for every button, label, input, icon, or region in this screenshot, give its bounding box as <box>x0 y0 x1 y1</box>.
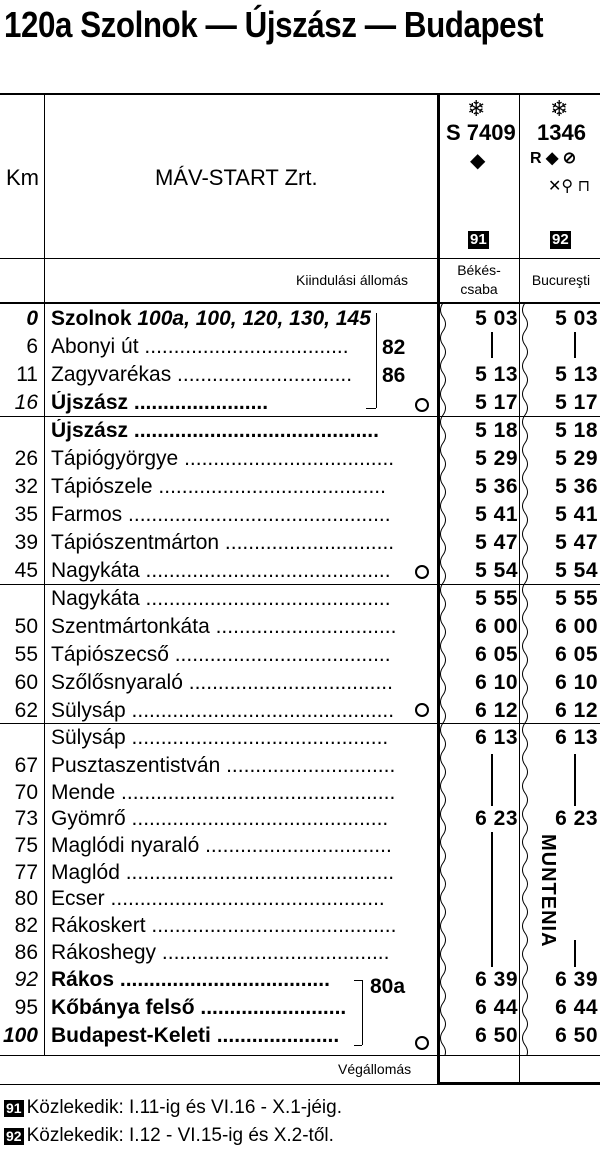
station-name: Sülysáp ............................................. <box>51 699 395 722</box>
departure-time: 6 39 <box>555 968 598 991</box>
departure-time: 6 00 <box>555 615 598 638</box>
station-name: Szolnok 100a, 100, 120, 130, 145 <box>51 307 371 330</box>
departure-time: 6 12 <box>555 699 598 722</box>
departure-time: 6 50 <box>475 1024 518 1047</box>
km-value: 100 <box>2 1024 38 1047</box>
departure-time: 6 00 <box>475 615 518 638</box>
km-value: 70 <box>14 781 38 804</box>
departure-time: 5 54 <box>555 559 598 582</box>
departure-time: 6 23 <box>555 807 598 830</box>
departure-time: 6 05 <box>555 643 598 666</box>
table-top-border <box>0 93 600 95</box>
connection-bracket-top <box>354 980 362 981</box>
km-value: 39 <box>14 531 38 554</box>
departure-time: 6 13 <box>475 726 518 749</box>
section-divider-3 <box>0 723 600 724</box>
train-number-2: 1346 <box>537 120 586 145</box>
train-run-line <box>574 940 576 967</box>
station-name: Gyömrő ............................................ <box>51 807 389 830</box>
departure-time: 5 47 <box>475 531 518 554</box>
km-header: Km <box>6 165 39 190</box>
connection-ref: 80a <box>370 975 406 998</box>
km-value: 92 <box>14 968 38 991</box>
station-name: Újszász ....................... <box>51 391 269 414</box>
page-title: 120a Szolnok — Újszász — Budapest <box>4 4 544 45</box>
km-value: 82 <box>14 914 38 937</box>
departure-time: 5 13 <box>555 363 598 386</box>
note-box-92: 92 <box>552 231 569 248</box>
km-value: 80 <box>14 887 38 910</box>
km-value: 45 <box>14 559 38 582</box>
km-value: 6 <box>26 335 38 358</box>
km-column-border <box>44 93 45 1055</box>
departure-time: 5 55 <box>475 587 518 610</box>
connection-ref: 86 <box>382 364 406 387</box>
train-run-line <box>574 332 576 358</box>
km-value: 95 <box>14 996 38 1019</box>
departure-time: 5 47 <box>555 531 598 554</box>
departure-time: 5 41 <box>555 503 598 526</box>
departure-time: 6 13 <box>555 726 598 749</box>
body-top-border <box>0 302 600 304</box>
km-value: 67 <box>14 754 38 777</box>
restaurant-icon: ✕⚲ ⊓ <box>548 178 591 195</box>
station-name: Szentmártonkáta ............................... <box>51 615 397 638</box>
departure-time: 6 12 <box>475 699 518 722</box>
km-value: 50 <box>14 615 38 638</box>
departure-time: 5 36 <box>555 475 598 498</box>
departure-time: 6 23 <box>475 807 518 830</box>
departure-time: 5 29 <box>555 447 598 470</box>
station-name: Szőlősnyaraló ................................... <box>51 671 393 694</box>
departure-time: 6 05 <box>475 643 518 666</box>
departure-time: 5 18 <box>555 419 598 442</box>
train-number-1: S 7409 <box>446 120 516 145</box>
departure-time: 6 10 <box>555 671 598 694</box>
station-name: Sülysáp ............................................ <box>51 726 389 749</box>
departure-time: 6 44 <box>555 996 598 1019</box>
station-name: Mende ............................................... <box>51 781 396 804</box>
station-name: Rákoshegy ....................................... <box>51 941 390 964</box>
station-name: Kőbánya felső ......................... <box>51 996 347 1019</box>
section-divider-1 <box>0 416 600 417</box>
km-value: 35 <box>14 503 38 526</box>
departure-time: 5 36 <box>475 475 518 498</box>
train-name-label: MUNTENIA <box>537 834 559 948</box>
departure-time: 5 13 <box>475 363 518 386</box>
connection-bracket <box>376 313 377 408</box>
km-value: 32 <box>14 475 38 498</box>
table-bottom-border <box>0 1084 438 1085</box>
km-value: 0 <box>26 307 38 330</box>
note-box-91: 91 <box>470 231 487 248</box>
station-name: Budapest-Keleti ..................... <box>51 1024 340 1047</box>
station-name: Tápiószecső ..................................... <box>51 643 391 666</box>
train-run-line <box>491 332 493 358</box>
departure-time: 5 54 <box>475 559 518 582</box>
station-name: Újszász .......................................... <box>51 419 379 442</box>
circle-icon <box>415 398 429 412</box>
train-run-line <box>491 832 493 967</box>
diamond-icon: ◆ <box>470 150 486 172</box>
km-value: 73 <box>14 807 38 830</box>
circle-icon <box>415 703 429 717</box>
km-value: 75 <box>14 834 38 857</box>
km-value: 26 <box>14 447 38 470</box>
station-name: Pusztaszentistván ............................. <box>51 754 396 777</box>
km-value: 77 <box>14 861 38 884</box>
departure-time: 5 17 <box>475 391 518 414</box>
station-name: Abonyi út ................................... <box>51 335 349 358</box>
service-symbols-icon: R ◆ ⊘ <box>530 150 577 167</box>
train-2-origin: Bucureşti <box>531 272 591 288</box>
station-name: Ecser ............................................... <box>51 887 385 910</box>
km-value: 60 <box>14 671 38 694</box>
departure-time: 6 50 <box>555 1024 598 1047</box>
connection-bracket-foot <box>366 408 376 409</box>
connection-ref: 82 <box>382 336 406 359</box>
departure-time: 5 29 <box>475 447 518 470</box>
connection-bracket-foot <box>354 1045 362 1046</box>
snowflake-icon: ❄ <box>550 96 569 121</box>
departure-time: 5 18 <box>475 419 518 442</box>
km-value: 11 <box>16 363 38 386</box>
station-name: Nagykáta .......................................... <box>51 587 391 610</box>
station-name: Tápiószentmárton ............................. <box>51 531 395 554</box>
train-1-origin: Békés-csaba <box>457 262 501 297</box>
circle-icon <box>415 1036 429 1050</box>
train-run-line <box>574 754 576 806</box>
station-name: Rákoskert .......................................... <box>51 914 397 937</box>
station-name: Nagykáta .......................................... <box>51 559 391 582</box>
departure-label: Kiindulási állomás <box>296 272 409 288</box>
departure-time: 5 03 <box>555 307 598 330</box>
section-divider-2 <box>0 584 600 585</box>
station-name: Rákos .................................... <box>51 968 330 991</box>
connection-bracket <box>362 980 363 1045</box>
km-value: 16 <box>14 391 38 414</box>
departure-time: 5 55 <box>555 587 598 610</box>
departure-time: 6 10 <box>475 671 518 694</box>
footnote-91: 91 Közlekedik: I.11-ig és VI.16 - X.1-jéig. <box>6 1097 342 1118</box>
station-name: Tápiógyörgye .................................... <box>51 447 395 470</box>
departure-time: 6 44 <box>475 996 518 1019</box>
station-name: Maglód .............................................. <box>51 861 395 884</box>
body-bottom-border <box>0 1055 600 1056</box>
snowflake-icon: ❄ <box>467 96 486 121</box>
km-value: 86 <box>14 941 38 964</box>
departure-time: 6 39 <box>475 968 518 991</box>
departure-time: 5 03 <box>475 307 518 330</box>
circle-icon <box>415 565 429 579</box>
arrival-label: Végállomás <box>338 1061 412 1077</box>
station-name: Farmos ............................................. <box>51 503 391 526</box>
departure-time: 5 17 <box>555 391 598 414</box>
station-name: Maglódi nyaraló ................................ <box>51 834 392 857</box>
train-run-line <box>491 754 493 806</box>
station-name: Tápiószele ....................................... <box>51 475 386 498</box>
footnote-92: 92 Közlekedik: I.12 - VI.15-ig és X.2-től. <box>6 1125 334 1146</box>
km-value: 62 <box>14 699 38 722</box>
operator-name: MÁV-START Zrt. <box>155 165 318 190</box>
station-name: Zagyvarékas .............................. <box>51 363 353 386</box>
km-value: 55 <box>14 643 38 666</box>
departure-time: 5 41 <box>475 503 518 526</box>
header-divider <box>0 258 600 259</box>
